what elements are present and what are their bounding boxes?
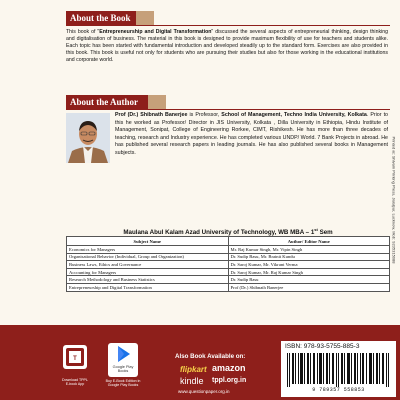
isbn-number: ISBN: 978-93-5755-885-3 bbox=[285, 343, 360, 350]
table-row bbox=[67, 283, 390, 291]
barcode-icon bbox=[285, 353, 392, 387]
subject-cell: Economics for Managers bbox=[67, 246, 229, 254]
also-available-title: Also Book Available on: bbox=[175, 353, 246, 360]
barcode-digits: 9 789357 558853 bbox=[312, 387, 365, 393]
kindle-logo[interactable]: kindle bbox=[180, 376, 204, 386]
subject-cell: Entrepreneurship and Digital Transformation bbox=[67, 283, 229, 291]
flipkart-logo[interactable]: flipkart bbox=[180, 365, 207, 374]
table-row bbox=[67, 276, 390, 284]
tppl-site-link[interactable]: tppl.org.in bbox=[212, 377, 247, 384]
author-cell: Dr. Saroj Kumar, Mr. Raj Kumar Singh bbox=[228, 268, 390, 276]
author-photo bbox=[66, 113, 110, 163]
tppl-app-icon[interactable] bbox=[63, 345, 87, 369]
author-cell: Mr. Raj Kumar Singh, Mr. Vipin Singh bbox=[228, 246, 390, 254]
printer-imprint: Printed at: Shivam Printing Press, Jalalpur, Lucknow, Mob: 9235315088 bbox=[391, 136, 397, 264]
website-link[interactable]: www.questionpaper.org.in bbox=[178, 389, 230, 394]
table-row bbox=[67, 246, 390, 254]
about-author-heading: About the Author bbox=[66, 95, 148, 110]
section-divider bbox=[66, 109, 390, 110]
tppl-caption: Download TPPL E-book App bbox=[62, 378, 88, 387]
university-title: Maulana Abul Kalam Azad University of Technology, WB MBA – 1st Sem bbox=[123, 227, 333, 237]
svg-text:T: T bbox=[73, 356, 77, 362]
about-book-text: This book of "Entrepreneurship and Digital Transformation" discussed the several aspects of entrepreneurial thinking, design thinking and digitalisation of business. The material in this book is designed to provide maximum flexibility of use for teachers and students alike. Each topic has been started with fundamental introduction and developed steadily up to the standard form. Exercises are also provided in this book. This book is useful not only for students who are pursuing their studies but also for those working in the educational institutions and corporate world. bbox=[66, 29, 388, 64]
column-header: Subject Name bbox=[67, 237, 229, 246]
section-divider bbox=[66, 25, 390, 26]
subject-cell: Research Methodology and Business Statistics bbox=[67, 276, 229, 284]
author-cell: Prof (Dr.) Shibnath Banerjee bbox=[228, 283, 390, 291]
syllabus-table bbox=[66, 236, 390, 292]
about-book-heading: About the Book bbox=[66, 11, 136, 26]
column-header: Author/ Editor Name bbox=[228, 237, 390, 246]
subject-cell: Accounting for Managers bbox=[67, 268, 229, 276]
gp-label: Books bbox=[117, 369, 129, 374]
google-play-caption: Buy E-Book Edition in Google Play Books bbox=[105, 379, 141, 388]
gp-label: Google Play bbox=[112, 365, 134, 369]
isbn-block bbox=[281, 341, 396, 397]
google-play-books-icon[interactable] bbox=[108, 343, 138, 377]
table-row bbox=[67, 268, 390, 276]
table-header-row bbox=[67, 237, 390, 246]
table-row bbox=[67, 261, 390, 269]
subject-cell: Business Laws, Ethics and Governance bbox=[67, 261, 229, 269]
table-row bbox=[67, 253, 390, 261]
amazon-logo[interactable]: amazon bbox=[212, 363, 246, 373]
author-cell: Dr. Sudip Basu, Mr. Brainit Kundu bbox=[228, 253, 390, 261]
author-cell: Dr. Saroj Kumar, Mr. Vikrant Verma bbox=[228, 261, 390, 269]
subject-cell: Organisational Behavior (Individual, Group and Organization) bbox=[67, 253, 229, 261]
author-cell: Dr. Sudip Basu bbox=[228, 276, 390, 284]
about-author-text-top: Prof (Dr.) Shibnath Banerjee is Professor, School of Management, Techno India University, Kolkata. Prior to this he worked as Professor/ Director in JIS University, Kolkata , Dilla University in Ethiopia, Hindu Institute of Management, Sonipat, College of Engineering Rorkee, CIMT, Rishikesh. He has more than three decades of teaching, research and Industry experience. He has completed various UNDP/ World. 7 Bank Projects in abroad. He has published several research papers in leading journals. He has also published several books in Management subjects. bbox=[115, 112, 388, 156]
